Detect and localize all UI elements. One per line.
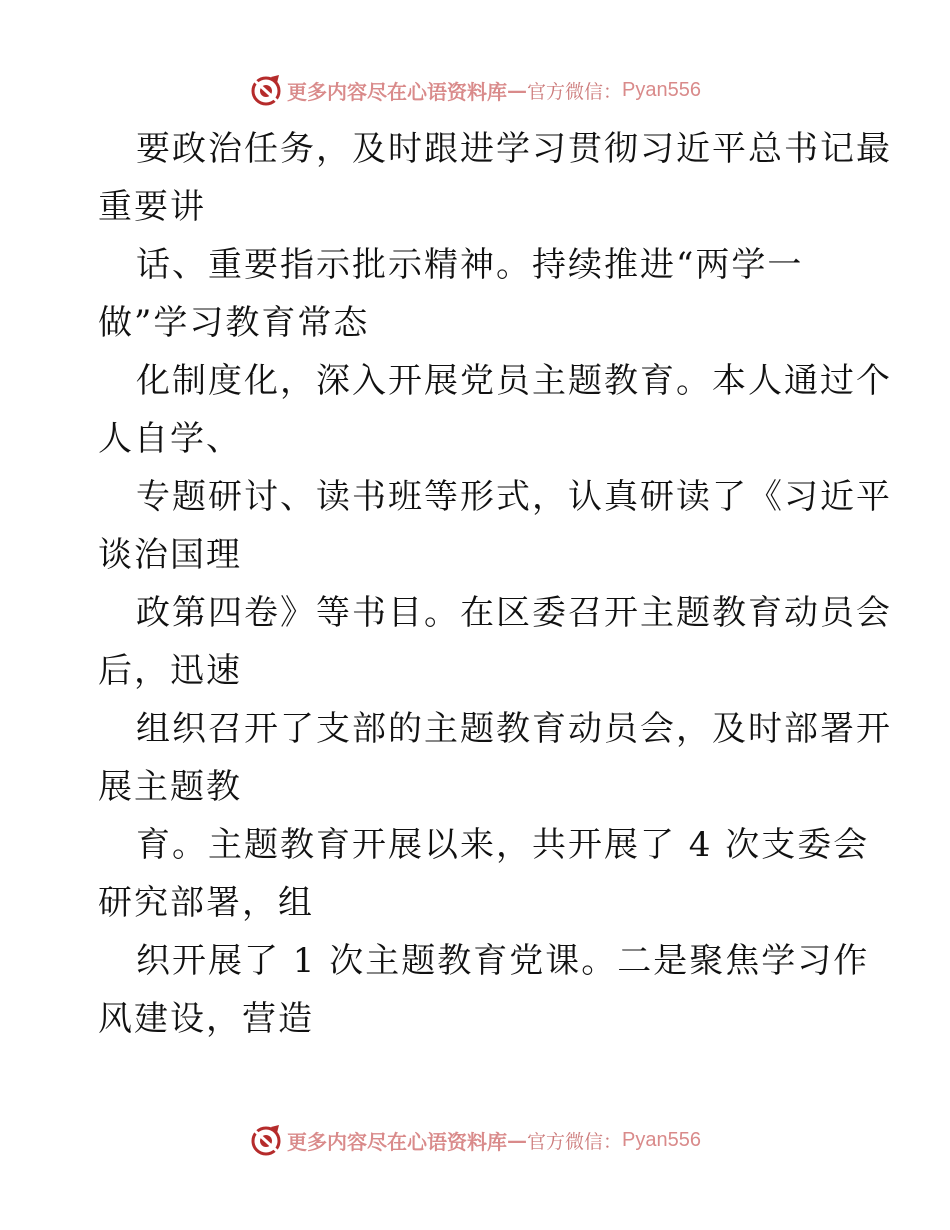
text-line: 重要讲 xyxy=(98,187,206,227)
text-line: 织开展了 1 次主题教育党课。二是聚焦学习作 xyxy=(136,941,870,981)
footer-wechat-id: Pyan556 xyxy=(622,1128,701,1151)
text-line: 谈治国理 xyxy=(98,535,242,575)
text-line: 化制度化，深入开展党员主题教育。本人通过个 xyxy=(136,361,892,401)
text-line: 要政治任务，及时跟进学习贯彻习近平总书记最 xyxy=(136,129,892,169)
text-line: 展主题教 xyxy=(98,767,242,807)
footer-separator: — xyxy=(507,1128,527,1152)
text-line: 风建设，营造 xyxy=(98,999,314,1039)
footer-site-text: 更多内容尽在心语资料库 xyxy=(287,1129,507,1154)
header-site-text: 更多内容尽在心语资料库 xyxy=(287,79,507,104)
brand-logo-icon xyxy=(249,73,283,107)
brand-logo-icon xyxy=(249,1123,283,1157)
header-separator: — xyxy=(507,78,527,102)
text-line: 专题研讨、读书班等形式，认真研读了《习近平 xyxy=(136,477,892,517)
header-wechat-id: Pyan556 xyxy=(622,78,701,101)
text-line: 话、重要指示批示精神。持续推进“两学一 xyxy=(136,245,804,285)
text-line: 做”学习教育常态 xyxy=(98,303,370,343)
text-line: 人自学、 xyxy=(98,419,242,459)
footer-wechat-label: 官方微信： xyxy=(527,1130,623,1153)
text-line: 组织召开了支部的主题教育动员会，及时部署开 xyxy=(136,709,892,749)
text-line: 研究部署，组 xyxy=(98,883,314,923)
header-wechat-label: 官方微信： xyxy=(527,80,623,103)
page-footer-banner xyxy=(0,1120,950,1160)
document-body xyxy=(98,120,892,1048)
page-header-banner xyxy=(0,70,950,110)
text-line: 后，迅速 xyxy=(98,651,242,691)
text-line: 育。主题教育开展以来，共开展了 4 次支委会 xyxy=(136,825,870,865)
text-line: 政第四卷》等书目。在区委召开主题教育动员会 xyxy=(136,593,892,633)
